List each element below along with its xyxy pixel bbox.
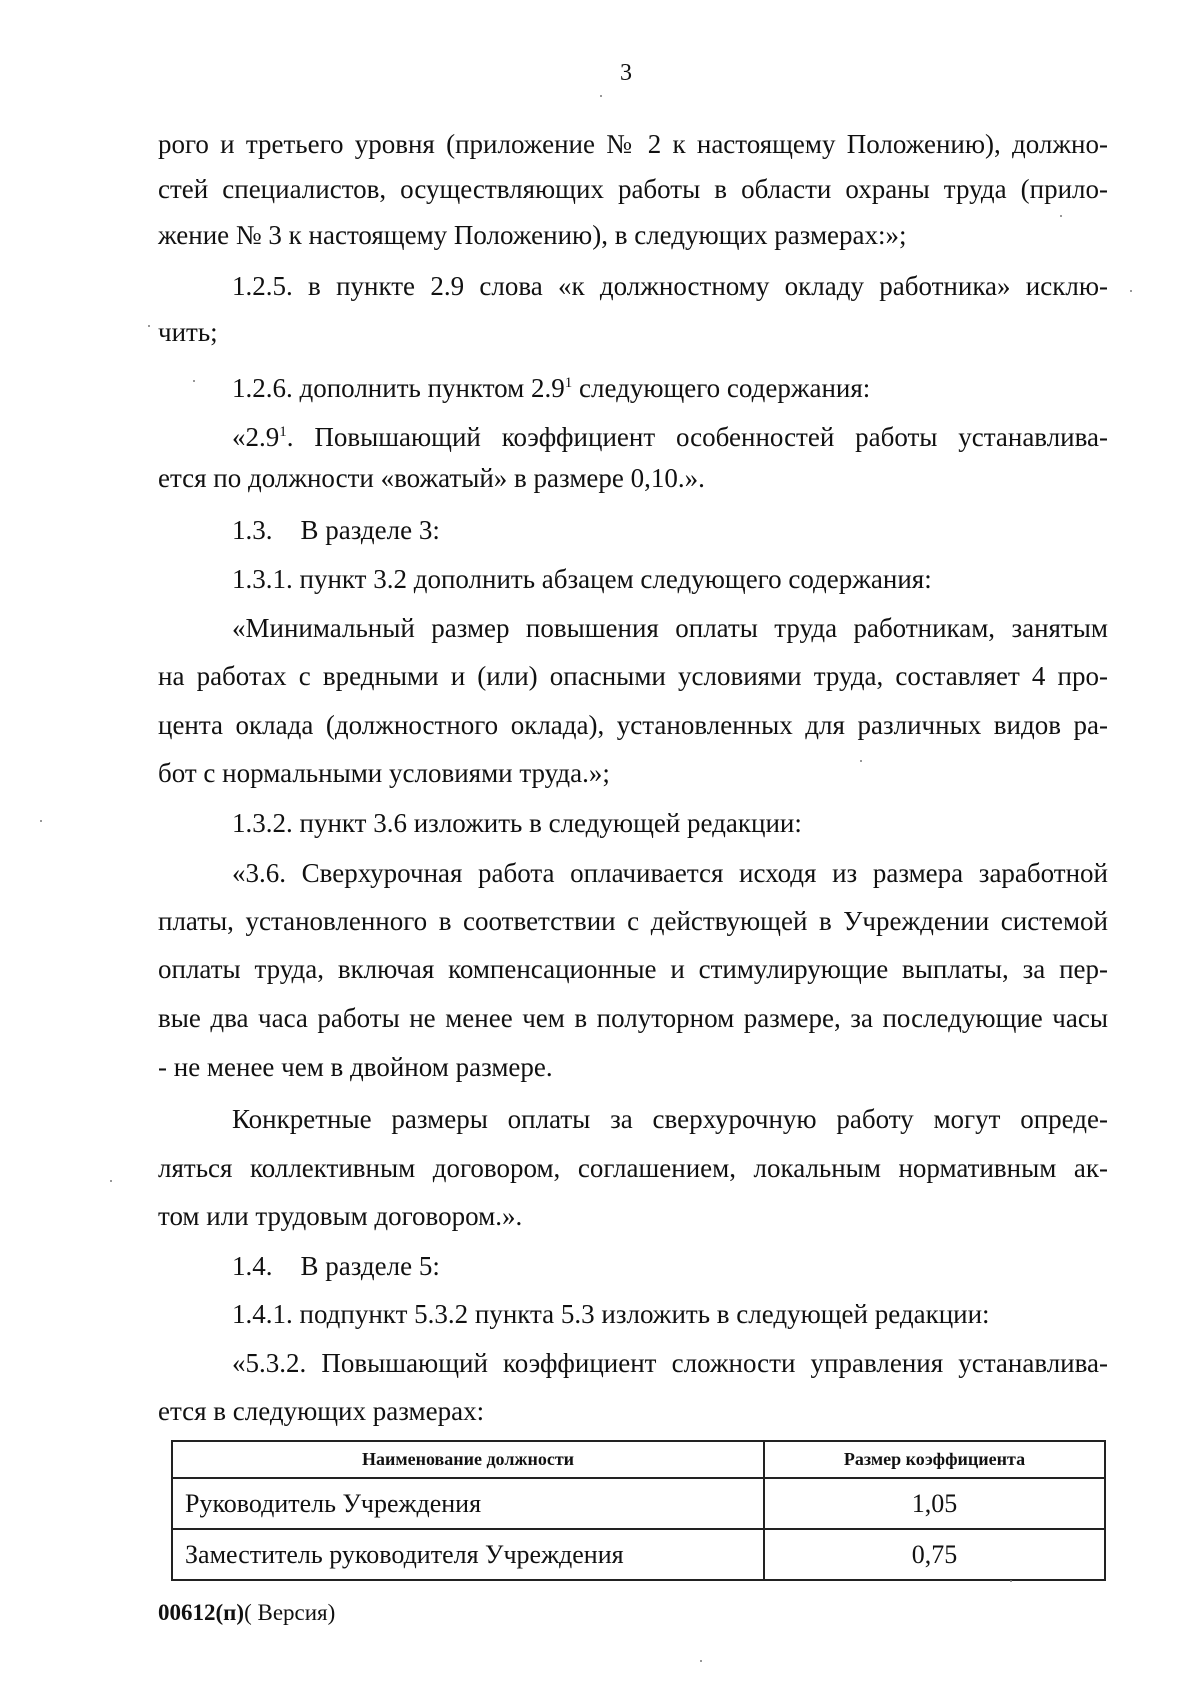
scan-speck — [148, 325, 150, 327]
column-header-position: Наименование должности — [172, 1441, 764, 1478]
table-cell-coefficient: 1,05 — [764, 1478, 1105, 1529]
page-number: 3 — [620, 60, 632, 86]
paragraph-line — [232, 367, 1108, 404]
scan-speck — [600, 95, 602, 97]
paragraph-line: «Минимальный размер повышения оплаты труда работникам, занятым — [232, 613, 1108, 643]
scan-speck — [1130, 290, 1132, 292]
table-cell-position: Руководитель Учреждения — [172, 1478, 764, 1529]
table-header-row — [172, 1441, 1105, 1478]
paragraph-line: 1.3.1. пункт 3.2 дополнить абзацем следующего содержания: — [232, 564, 932, 594]
paragraph-line: Конкретные размеры оплаты за сверхурочную работу могут опреде- — [232, 1104, 1108, 1134]
paragraph-line: ется в следующих размерах: — [158, 1396, 485, 1426]
section-number: 1.4. — [232, 1251, 273, 1281]
scan-speck — [860, 760, 862, 762]
table-cell-coefficient: 0,75 — [764, 1529, 1105, 1580]
paragraph-line: оплаты труда, включая компенсационные и стимулирующие выплаты, за пер- — [158, 954, 1108, 984]
column-header-coefficient: Размер коэффициента — [764, 1441, 1105, 1478]
scan-speck — [40, 820, 42, 822]
scan-speck — [1060, 215, 1062, 217]
table-cell-position: Заместитель руководителя Учреждения — [172, 1529, 764, 1580]
section-number: 1.3. — [232, 515, 273, 545]
paragraph-line: 1.3.2. пункт 3.6 изложить в следующей редакции: — [232, 808, 802, 838]
paragraph-line: стей специалистов, осуществляющих работы в области охраны труда (прило- — [158, 174, 1108, 204]
paragraph-line: рого и третьего уровня (приложение № 2 к настоящему Положению), должно- — [158, 129, 1108, 159]
paragraph-line: - не менее чем в двойном размере. — [158, 1052, 553, 1082]
text-run: «2.9 — [232, 422, 280, 452]
paragraph-line: «5.3.2. Повышающий коэффициент сложности управления устанавлива- — [232, 1348, 1108, 1378]
section-heading — [232, 514, 1108, 546]
paragraph-line: чить; — [158, 317, 218, 347]
paragraph-line: жение № 3 к настоящему Положению), в следующих размерах:»; — [158, 220, 907, 250]
scan-speck — [193, 380, 195, 382]
paragraph-line — [232, 416, 1108, 453]
document-version: ( Версия) — [244, 1600, 336, 1625]
scan-speck — [700, 1660, 702, 1662]
paragraph-line: «3.6. Сверхурочная работа оплачивается исходя из размера заработной — [232, 858, 1108, 888]
table-row — [172, 1478, 1105, 1529]
coefficient-table — [171, 1440, 1106, 1581]
superscript: 1 — [279, 424, 287, 440]
paragraph-line: цента оклада (должностного оклада), установленных для различных видов ра- — [158, 710, 1108, 740]
document-code: 00612(п) — [158, 1600, 245, 1625]
text-run: 1.2.6. дополнить пунктом 2.9 — [232, 373, 565, 403]
scan-speck — [110, 1180, 112, 1182]
superscript: 1 — [564, 375, 573, 391]
paragraph-line: платы, установленного в соответствии с действующей в Учреждении системой — [158, 906, 1108, 936]
text-run: . Повышающий коэффициент особенностей работы устанавлива- — [286, 422, 1108, 452]
document-footer — [158, 1600, 335, 1626]
paragraph-line: том или трудовым договором.». — [158, 1201, 523, 1231]
paragraph-line: на работах с вредными и (или) опасными условиями труда, составляет 4 про- — [158, 661, 1108, 691]
paragraph-line: вые два часа работы не менее чем в полуторном размере, за последующие часы — [158, 1003, 1108, 1033]
paragraph-line: ляться коллективным договором, соглашением, локальным нормативным ак- — [158, 1153, 1108, 1183]
section-title: В разделе 3: — [300, 515, 440, 545]
paragraph-line: 1.4.1. подпункт 5.3.2 пункта 5.3 изложить в следующей редакции: — [232, 1299, 990, 1329]
section-title: В разделе 5: — [300, 1251, 440, 1281]
table-row — [172, 1529, 1105, 1580]
section-heading — [232, 1250, 1108, 1282]
paragraph-line: ется по должности «вожатый» в размере 0,10.». — [158, 463, 705, 493]
scan-speck — [1010, 1580, 1012, 1582]
text-run: следующего содержания: — [572, 373, 871, 403]
paragraph-line: бот с нормальными условиями труда.»; — [158, 758, 610, 788]
paragraph-line: 1.2.5. в пункте 2.9 слова «к должностному окладу работника» исклю- — [232, 271, 1108, 301]
